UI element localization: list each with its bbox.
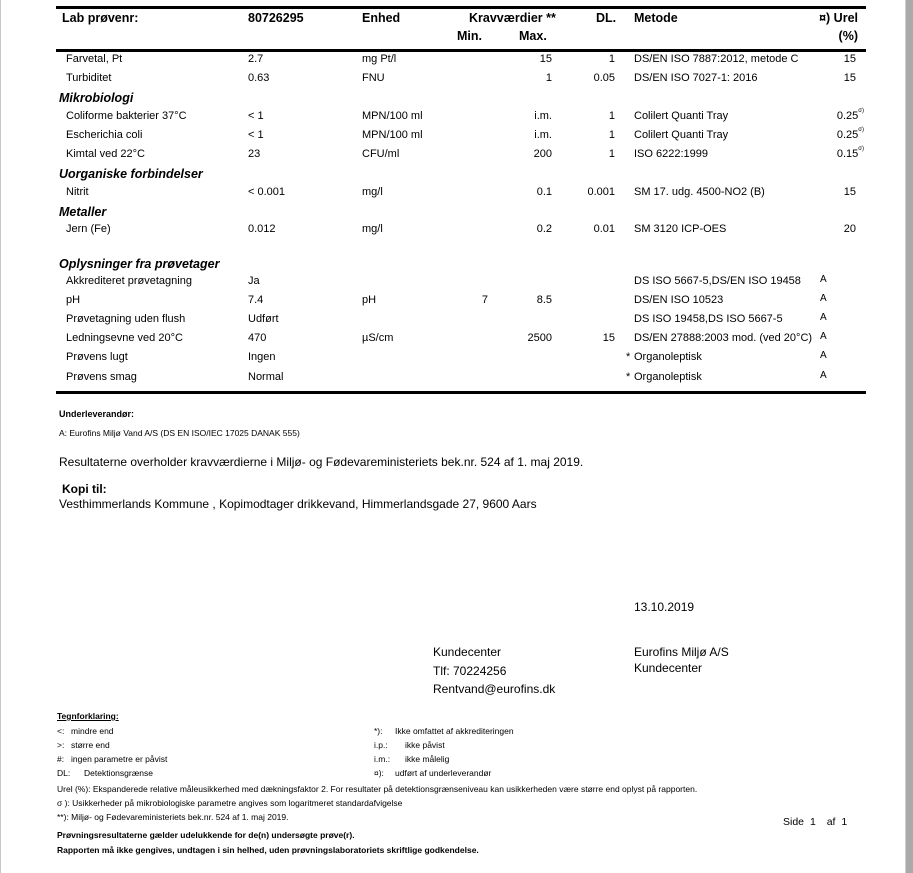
legend-symbol: i.m.:	[374, 754, 391, 764]
row-parameter: pH	[66, 294, 81, 306]
row-parameter: Escherichia coli	[66, 129, 143, 141]
row-dl: 1	[608, 129, 615, 141]
row-parameter: Jern (Fe)	[66, 223, 111, 235]
legend-text: ingen parametre er påvist	[71, 754, 168, 764]
legend-text: ikke påvist	[405, 740, 445, 750]
signature-company: Eurofins Miljø A/S	[634, 645, 729, 659]
row-parameter: Prøvetagning uden flush	[66, 313, 186, 325]
row-value: Udført	[248, 313, 279, 325]
legend-disclaimer: Rapporten må ikke gengives, undtagen i sin helhed, uden prøvningslaboratoriets skriftlige godkendelse.	[57, 845, 479, 855]
legend-text: udført af underleverandør	[395, 768, 492, 778]
subcontractor-line: A: Eurofins Miljø Vand A/S (DS EN ISO/IEC 17025 DANAK 555)	[59, 428, 300, 438]
scrollbar[interactable]	[905, 0, 913, 873]
row-value: < 1	[248, 129, 264, 141]
row-accreditation-flag: A	[820, 293, 827, 304]
row-parameter: Kimtal ved 22°C	[66, 148, 145, 160]
row-value: Normal	[248, 371, 284, 383]
row-dl: 0.01	[593, 223, 615, 235]
page-of-label: af	[826, 816, 836, 828]
row-dl: 0.001	[587, 186, 615, 198]
row-value: 2.7	[248, 53, 264, 65]
legend-symbol: >:	[57, 740, 65, 750]
limits-header: Kravværdier **	[469, 11, 556, 25]
row-max: 1	[545, 72, 552, 84]
legend-symbol: DL:	[57, 768, 71, 778]
row-parameter: Akkrediteret prøvetagning	[66, 275, 192, 287]
row-value: Ingen	[248, 351, 276, 363]
row-accreditation-flag: A	[820, 350, 827, 361]
row-max: 0.1	[536, 186, 552, 198]
row-method: SM 3120 ICP-OES	[634, 223, 727, 235]
urel-value: 20	[843, 223, 856, 235]
row-method: Colilert Quanti Tray	[634, 129, 729, 141]
row-urel	[837, 129, 864, 141]
urel-value: 15	[843, 186, 856, 198]
section-oplysninger: Oplysninger fra prøvetager	[59, 257, 220, 271]
row-value: < 1	[248, 110, 264, 122]
row-max: i.m.	[534, 110, 552, 122]
legend-note: **): Miljø- og Fødevareministeriets bek.nr. 524 af 1. maj 2019.	[57, 812, 289, 822]
method-header: Metode	[634, 11, 678, 25]
urel-value: 15	[843, 53, 856, 65]
row-unit: µS/cm	[362, 332, 394, 344]
legend-title-text: Tegnforklaring:	[57, 711, 119, 721]
row-urel	[837, 148, 864, 160]
urel-value: 15	[843, 72, 856, 84]
urel-value: 0.25	[836, 129, 859, 141]
urel-value: 0.15	[836, 148, 859, 160]
max-header: Max.	[519, 29, 547, 43]
legend-text: Detektionsgrænse	[84, 768, 153, 778]
row-unit: mg Pt/l	[362, 53, 397, 65]
urel-header: ¤) Urel	[819, 11, 858, 25]
row-value: 7.4	[248, 294, 264, 306]
row-unit: mg/l	[362, 223, 383, 235]
row-unit: FNU	[362, 72, 385, 84]
legend-text: mindre end	[71, 726, 114, 736]
section-metaller: Metaller	[59, 205, 107, 219]
row-max: 2500	[527, 332, 552, 344]
row-star: *	[626, 351, 631, 363]
legend-text: Ikke omfattet af akkrediteringen	[395, 726, 514, 736]
row-dl: 1	[608, 148, 615, 160]
row-unit: pH	[362, 294, 377, 306]
row-max: 200	[533, 148, 552, 160]
signature-dept: Kundecenter	[634, 661, 703, 675]
legend-symbol: *):	[374, 726, 383, 736]
urel-footnote: σ)	[858, 127, 864, 133]
row-unit: CFU/ml	[362, 148, 400, 160]
row-value: Ja	[248, 275, 260, 287]
legend-text: ikke målelig	[405, 754, 450, 764]
page-current: 1	[809, 816, 816, 828]
row-accreditation-flag: A	[820, 274, 827, 285]
row-min: 7	[481, 294, 488, 306]
section-mikrobiologi: Mikrobiologi	[59, 91, 134, 105]
row-value: 0.63	[248, 72, 270, 84]
conclusion-text: Resultaterne overholder kravværdierne i Miljø- og Fødevareministeriets bek.nr. 524 af 1. maj 2019.	[59, 455, 584, 469]
bottom-rule	[56, 391, 866, 394]
row-star: *	[626, 371, 631, 383]
min-header: Min.	[457, 29, 482, 43]
row-max: 0.2	[536, 223, 552, 235]
urel-unit-header: (%)	[838, 29, 858, 43]
page-total: 1	[841, 816, 848, 828]
dl-header: DL.	[596, 11, 617, 25]
row-dl: 1	[608, 53, 615, 65]
legend-note: σ ): Usikkerheder på mikrobiologiske parametre angives som logaritmeret standardafvigelse	[57, 798, 403, 808]
copy-recipient: Vesthimmerlands Kommune , Kopimodtager drikkevand, Himmerlandsgade 27, 9600 Aars	[59, 497, 537, 511]
row-parameter: Nitrit	[66, 186, 89, 198]
legend-symbol: #:	[57, 754, 65, 764]
urel-footnote: σ)	[858, 146, 864, 152]
row-unit: MPN/100 ml	[362, 110, 423, 122]
row-method: SM 17. udg. 4500-NO2 (B)	[634, 186, 765, 198]
row-parameter: Turbiditet	[66, 72, 112, 84]
copy-title: Kopi til:	[62, 482, 107, 496]
row-urel	[837, 110, 864, 122]
legend-text: større end	[71, 740, 110, 750]
contact-email[interactable]: Rentvand@eurofins.dk	[433, 682, 556, 696]
legend-disclaimer: Prøvningsresultaterne gælder udelukkende for de(n) undersøgte prøve(r).	[57, 830, 355, 840]
report-date: 13.10.2019	[634, 600, 695, 614]
urel-footnote: σ)	[858, 108, 864, 114]
subcontractor-title: Underleverandør:	[59, 409, 135, 419]
row-method: DS/EN ISO 10523	[634, 294, 724, 306]
row-value: 23	[248, 148, 261, 160]
header-rule	[56, 49, 866, 52]
row-method: DS ISO 19458,DS ISO 5667-5	[634, 313, 783, 325]
legend-symbol: i.p.:	[374, 740, 388, 750]
row-method: DS/EN ISO 7027-1: 2016	[634, 72, 758, 84]
lab-number-label: Lab prøvenr:	[62, 11, 139, 25]
contact-phone: Tlf: 70224256	[433, 664, 507, 678]
row-method: Organoleptisk	[634, 351, 702, 363]
row-value: 0.012	[248, 223, 276, 235]
row-method: ISO 6222:1999	[634, 148, 709, 160]
legend-note: Urel (%): Ekspanderede relative måleusikkerhed med dækningsfaktor 2. For resultater på detektionsgrænseniveau kan usikkerheden være større end oplyst på rapporten.	[57, 784, 698, 794]
row-method: Organoleptisk	[634, 371, 702, 383]
page-side-label: Side	[783, 816, 805, 828]
row-value: 470	[248, 332, 267, 344]
row-parameter: Prøvens smag	[66, 371, 137, 383]
legend-title	[57, 711, 119, 721]
section-uorganiske: Uorganiske forbindelser	[59, 167, 203, 181]
row-dl: 1	[608, 110, 615, 122]
urel-value: 0.25	[836, 110, 859, 122]
row-parameter: Coliforme bakterier 37°C	[66, 110, 187, 122]
row-method: DS/EN 27888:2003 mod. (ved 20°C)	[634, 332, 813, 344]
row-parameter: Farvetal, Pt	[66, 53, 123, 65]
top-rule	[56, 6, 866, 9]
row-accreditation-flag: A	[820, 370, 827, 381]
row-method: Colilert Quanti Tray	[634, 110, 729, 122]
row-accreditation-flag: A	[820, 331, 827, 342]
row-unit: MPN/100 ml	[362, 129, 423, 141]
pagination	[783, 816, 847, 828]
row-accreditation-flag: A	[820, 312, 827, 323]
contact-name: Kundecenter	[433, 645, 502, 659]
row-max: 8.5	[536, 294, 552, 306]
row-dl: 15	[602, 332, 615, 344]
row-urel	[844, 53, 856, 65]
row-method: DS ISO 5667-5,DS/EN ISO 19458	[634, 275, 801, 287]
row-urel	[844, 72, 856, 84]
row-max: 15	[539, 53, 552, 65]
row-max: i.m.	[534, 129, 552, 141]
page-edge-left	[0, 0, 1, 873]
row-urel	[844, 186, 856, 198]
row-value: < 0.001	[248, 186, 286, 198]
legend-symbol: ¤):	[374, 768, 384, 778]
legend-symbol: <:	[57, 726, 65, 736]
row-dl: 0.05	[593, 72, 615, 84]
row-urel	[844, 223, 856, 235]
row-unit: mg/l	[362, 186, 383, 198]
row-method: DS/EN ISO 7887:2012, metode C	[634, 53, 799, 65]
unit-header: Enhed	[362, 11, 401, 25]
lab-number: 80726295	[248, 11, 304, 25]
row-parameter: Prøvens lugt	[66, 351, 128, 363]
row-parameter: Ledningsevne ved 20°C	[66, 332, 183, 344]
